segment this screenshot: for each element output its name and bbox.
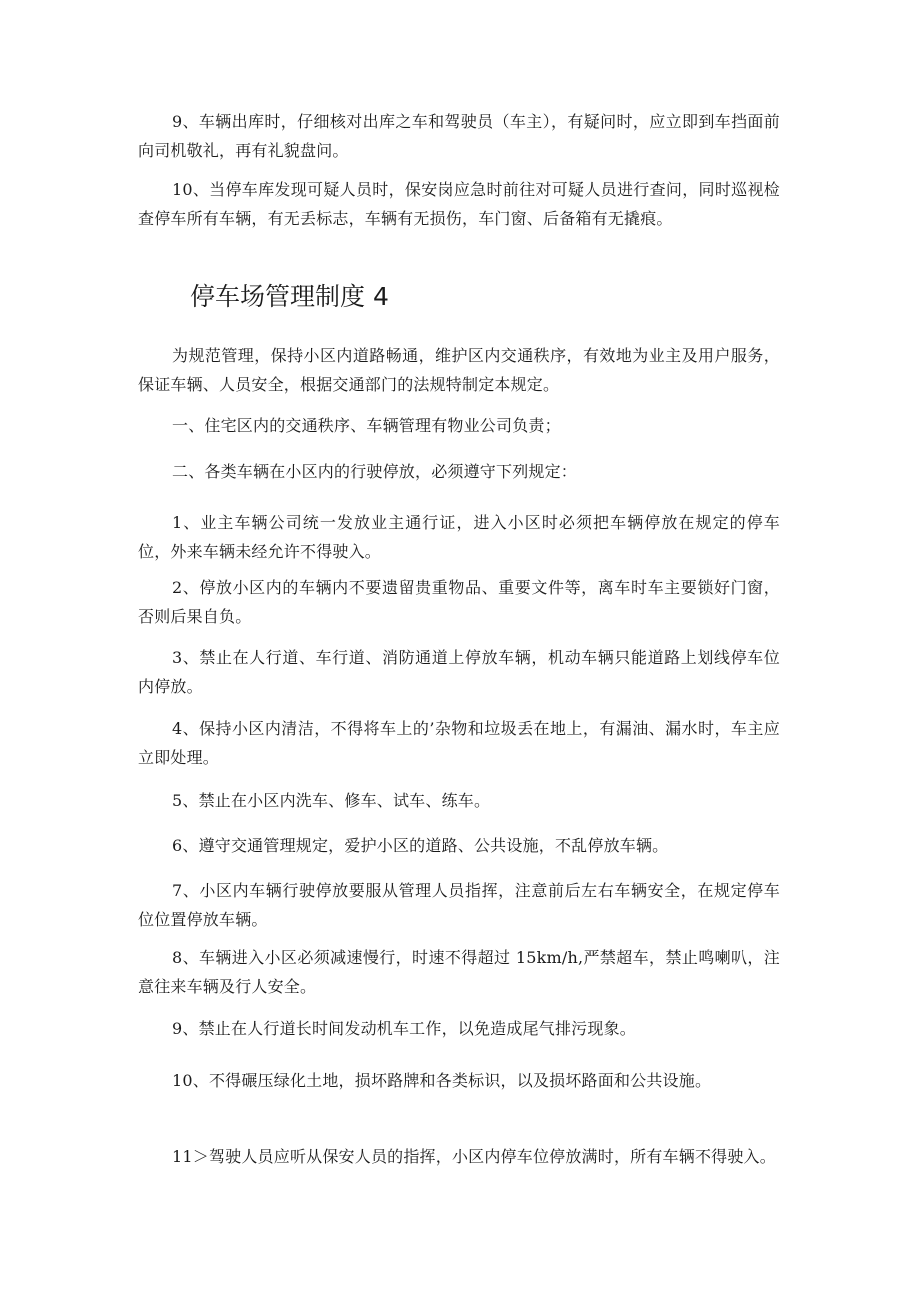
paragraph-rule-10-suspicious: 10、当停车库发现可疑人员时，保安岗应急时前往对可疑人员进行查问，同时巡视检查停车所有车辆，有无丢标志，车辆有无损伤，车门窗、后备箱有无撬痕。 (138, 180, 780, 228)
paragraph-rule-9-exit: 9、车辆出库时，仔细核对出库之车和驾驶员（车主），有疑问时，应立即到车挡面前向司机敬礼，再有礼貌盘问。 (138, 112, 780, 160)
rule-item-4: 4、保持小区内清洁，不得将车上的’杂物和垃圾丢在地上，有漏油、漏水时，车主应立即处理。 (138, 719, 780, 767)
rule-item-2: 2、停放小区内的车辆内不要遗留贵重物品、重要文件等，离车时车主要锁好门窗，否则后果自负。 (138, 578, 780, 626)
rule-item-7: 7、小区内车辆行驶停放要服从管理人员指挥，注意前后左右车辆安全，在规定停车位位置停放车辆。 (138, 881, 780, 929)
section-title: 停车场管理制度 4 (190, 282, 389, 311)
rule-item-3: 3、禁止在人行道、车行道、消防通道上停放车辆，机动车辆只能道路上划线停车位内停放。 (138, 648, 780, 696)
rule-item-5: 5、禁止在小区内洗车、修车、试车、练车。 (172, 791, 491, 810)
rule-item-1: 1、业主车辆公司统一发放业主通行证，进入小区时必须把车辆停放在规定的停车位，外来车辆未经允许不得驶入。 (138, 513, 780, 561)
rule-item-11: 11＞驾驶人员应听从保安人员的指挥，小区内停车位停放满时，所有车辆不得驶入。 (172, 1147, 776, 1166)
rule-item-8: 8、车辆进入小区必须减速慢行，时速不得超过 15km/h,严禁超车，禁止鸣喇叭，注意往来车辆及行人安全。 (138, 948, 780, 996)
rule-item-10: 10、不得碾压绿化土地，损坏路牌和各类标识，以及损坏路面和公共设施。 (172, 1071, 712, 1090)
paragraph-point-2: 二、各类车辆在小区内的行驶停放，必须遵守下列规定： (172, 462, 578, 481)
paragraph-point-1: 一、住宅区内的交通秩序、车辆管理有物业公司负责； (172, 416, 561, 435)
rule-item-9: 9、禁止在人行道长时间发动机车工作，以免造成尾气排污现象。 (172, 1019, 636, 1038)
rule-item-6: 6、遵守交通管理规定，爱护小区的道路、公共设施，不乱停放车辆。 (172, 836, 669, 855)
paragraph-intro: 为规范管理，保持小区内道路畅通，维护区内交通秩序，有效地为业主及用户服务，保证车辆、人员安全，根据交通部门的法规特制定本规定。 (138, 346, 780, 394)
